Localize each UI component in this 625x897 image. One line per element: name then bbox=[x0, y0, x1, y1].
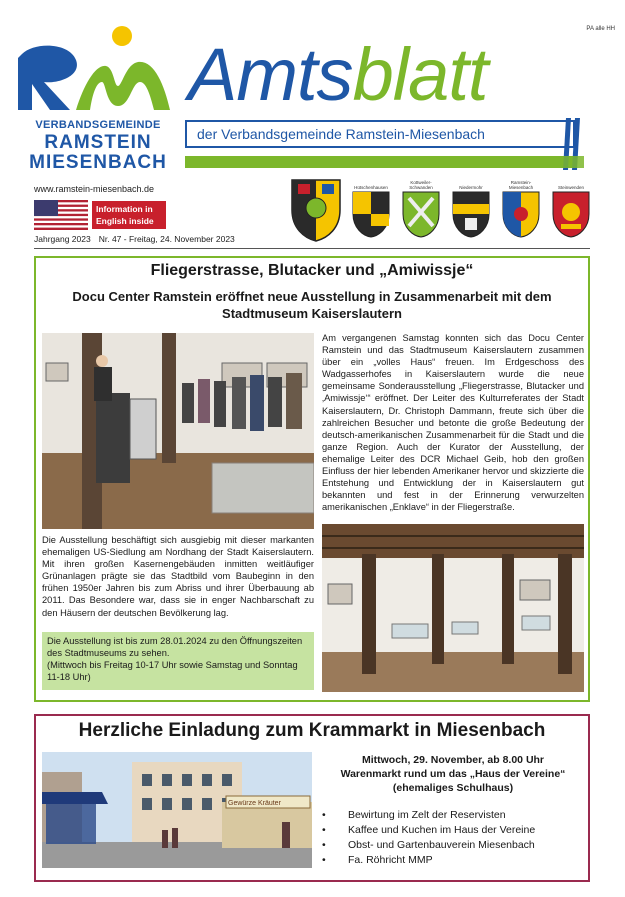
issue-info bbox=[34, 234, 243, 244]
title-part-1: Amts bbox=[188, 33, 353, 116]
note-hours: (Mittwoch bis Freitag 10-17 Uhr sowie Samstag und Sonntag 11-18 Uhr) bbox=[47, 660, 298, 682]
logo-text bbox=[28, 120, 168, 172]
article-subheadline: Docu Center Ramstein eröffnet neue Ausstellung in Zusammenarbeit mit dem Stadtmuseum Kaiserslautern bbox=[72, 289, 552, 321]
exhibition-hours-note bbox=[42, 632, 314, 690]
green-divider bbox=[185, 156, 575, 168]
market-place: Warenmarkt rund um das „Haus der Vereine“ bbox=[340, 768, 566, 780]
ramstein-logo bbox=[14, 24, 174, 120]
market-date: Mittwoch, 29. November, ab 8.00 Uhr bbox=[361, 754, 545, 766]
crest-ramstein-miesenbach bbox=[500, 178, 542, 243]
website-link[interactable]: www.ramstein-miesenbach.de bbox=[34, 184, 155, 194]
article-body-right: Am vergangenen Samstag konnten sich das Docu Center Ramstein und das Stadtmuseum Kaiserslautern zusammen über ein „volles Haus“ freuen. Im Erdgeschoss des Wadgasserhofes in Kaiserslautern wurde die neue gemeinsame Sonderausstellung „Fliegerstrasse, Blutacker und ‚Amiwissje‘“ eröffnet. Der Leiter des Kulturreferates der Stadt Kaiserslautern, Dr. Christoph Dammann, freute sich über die zahlreichen Besucher und betonte die große Bedeutung der deutsch-amerikanischen Zusammenarbeit für die Stadt und die ganze Region. Auch der Kurator der Ausstellung, der ehemalige Leiter des DCR Michael Geib, hob den großen Einfluss der hier lebenden Amerikaner hervor und skizzierte die Entstehung und Entwicklung der in Kaiserslautern gut bekannten und fest in der Erinnerung verwurzelten amerikanischen „Enklave“ in der Fliegerstraße. bbox=[322, 333, 584, 513]
exhibition-opening-photo bbox=[42, 333, 314, 529]
header-rule bbox=[34, 248, 590, 249]
title-part-2: blatt bbox=[352, 33, 488, 116]
crest-label: Kottweiler-Schwanden bbox=[409, 180, 433, 190]
us-flag-icon bbox=[34, 200, 88, 230]
crest-label: Hütschenhausen bbox=[354, 185, 388, 190]
market-offer-list bbox=[322, 808, 584, 868]
issue-number-date: Nr. 47 - Freitag, 24. November 2023 bbox=[98, 234, 235, 244]
crest-kottweiler-schwanden bbox=[400, 178, 442, 243]
market-place-note: (ehemaliges Schulhaus) bbox=[392, 782, 514, 794]
crest-label: Steinwenden bbox=[557, 185, 585, 190]
list-item: • Kaffee und Kuchen im Haus der Vereine bbox=[322, 823, 584, 838]
crest-label: Ramstein-Miesenbach bbox=[508, 180, 534, 190]
exhibition-hall-photo bbox=[322, 524, 584, 692]
market-photo bbox=[42, 752, 312, 868]
crest-label: Niedermohr bbox=[459, 185, 483, 190]
distribution-note: PA alle HH bbox=[586, 26, 615, 32]
logo-line-2: RAMSTEIN bbox=[44, 132, 152, 153]
jahrgang: Jahrgang 2023 bbox=[34, 234, 91, 244]
crest-verbandsgemeinde bbox=[290, 178, 342, 247]
logo-line-1: VERBANDSGEMEINDE bbox=[35, 119, 161, 131]
masthead-subtitle: der Verbandsgemeinde Ramstein-Miesenbach bbox=[185, 120, 575, 148]
english-info-badge: Information in English inside bbox=[92, 201, 166, 229]
stall-sign: Gewürze Kräuter bbox=[228, 800, 281, 807]
logo-line-3: MIESENBACH bbox=[29, 152, 167, 173]
crest-steinwenden bbox=[550, 178, 592, 243]
list-item: • Obst- und Gartenbauverein Miesenbach bbox=[322, 838, 584, 853]
article-headline: Fliegerstrasse, Blutacker und „Amiwissje“ bbox=[150, 262, 474, 279]
crest-huetschenhausen bbox=[350, 178, 392, 243]
slash-decoration bbox=[560, 118, 584, 170]
masthead-title bbox=[188, 33, 488, 116]
market-details bbox=[322, 753, 584, 795]
list-item: • Fa. Röhricht MMP bbox=[322, 853, 584, 868]
note-dates: Die Ausstellung ist bis zum 28.01.2024 zu den Öffnungszeiten des Stadtmuseums zu sehen. bbox=[47, 636, 303, 658]
krammarkt-headline: Herzliche Einladung zum Krammarkt in Miesenbach bbox=[78, 720, 546, 741]
crest-niedermohr bbox=[450, 178, 492, 243]
list-item: • Bewirtung im Zelt der Reservisten bbox=[322, 808, 584, 823]
crest-row bbox=[290, 178, 590, 246]
article-body-left: Die Ausstellung beschäftigt sich ausgiebig mit dieser markanten ehemaligen US-Siedlung am Nordhang der Stadt Kaiserslautern. Mit ihren großen Kasernengebäuden inmitten weitläufiger Grünanlagen prägte sie das Stadtbild vom Baubeginn in den frühen 1950er Jahren bis zum Abriss und ihrer Überbauung ab 2011. Das Besondere war, dass sie in enger Nachbarschaft zu den Häusern der deutschen Bevölkerung lag. bbox=[42, 535, 314, 618]
